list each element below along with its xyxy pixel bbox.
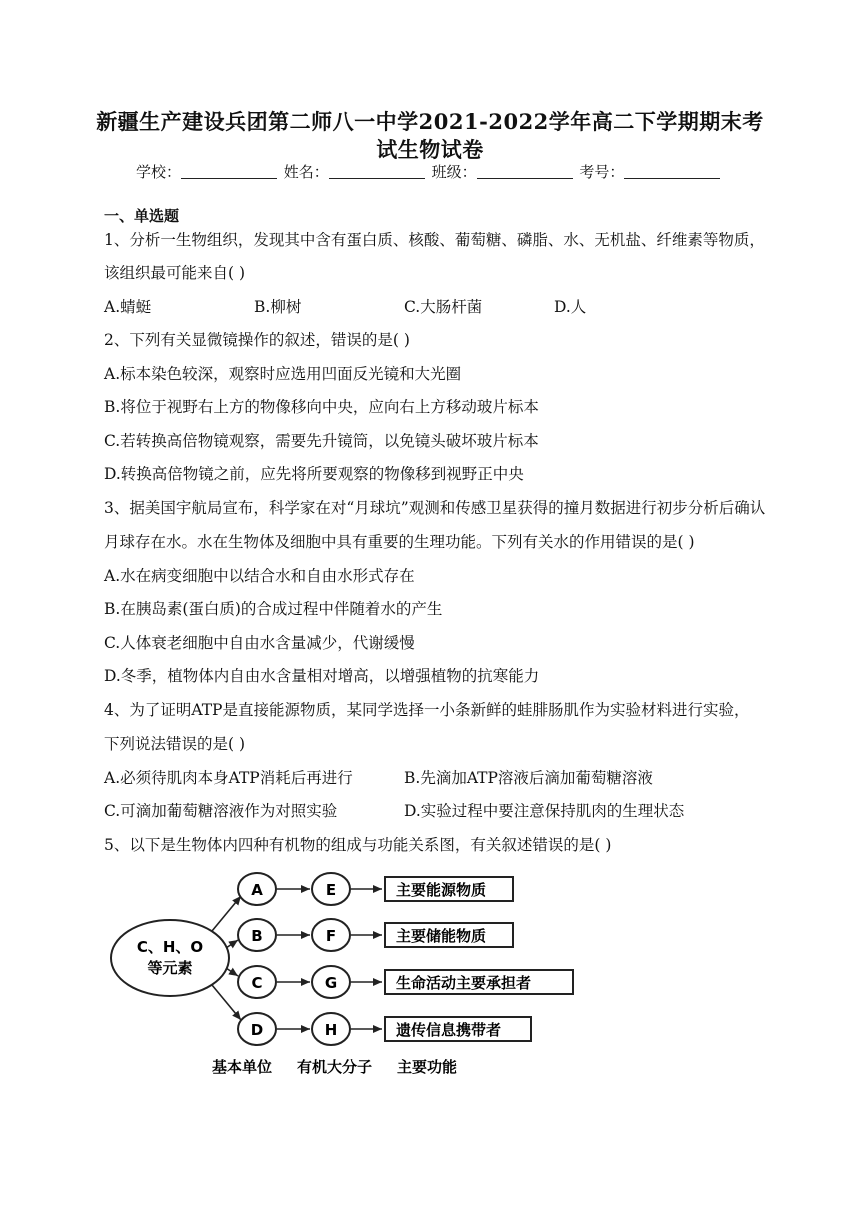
section-title: 一、单选题 bbox=[104, 207, 180, 225]
q2-option-c[interactable]: C.若转换高倍物镜观察，需要先升镜筒，以免镜头破坏玻片标本 bbox=[104, 432, 539, 450]
school-label: 学校： bbox=[136, 163, 182, 181]
footer-function-label: 主要功能 bbox=[397, 1058, 458, 1076]
q4-stem-line1: 4、为了证明ATP是直接能源物质，某同学选择一小条新鲜的蛙腓肠肌作为实验材料进行实验， bbox=[104, 701, 750, 719]
unit-b-label: B bbox=[251, 927, 263, 945]
q1-option-a[interactable]: A.蜻蜓 bbox=[104, 298, 152, 316]
q1-option-b[interactable]: B.柳树 bbox=[254, 298, 302, 316]
q4-option-d[interactable]: D.实验过程中要注意保持肌肉的生理状态 bbox=[404, 802, 685, 820]
q4-option-a[interactable]: A.必须待肌肉本身ATP消耗后再进行 bbox=[104, 769, 353, 787]
elements-label-line2: 等元素 bbox=[147, 959, 193, 977]
arrow-to-d bbox=[212, 985, 241, 1020]
q1-stem-line2: 该组织最可能来自( ) bbox=[104, 264, 246, 282]
q2-option-d[interactable]: D.转换高倍物镜之前，应先将所要观察的物像移到视野正中央 bbox=[104, 465, 524, 483]
q5-stem: 5、以下是生物体内四种有机物的组成与功能关系图，有关叙述错误的是( ) bbox=[104, 836, 612, 854]
macro-e-label: E bbox=[325, 881, 337, 899]
unit-c-label: C bbox=[251, 974, 263, 992]
q1-option-d[interactable]: D.人 bbox=[554, 298, 587, 316]
q3-option-c[interactable]: C.人体衰老细胞中自由水含量减少，代谢缓慢 bbox=[104, 634, 415, 652]
exam-no-label: 考号： bbox=[579, 163, 625, 181]
q3-stem-line1: 3、据美国宇航局宣布，科学家在对“月球坑”观测和传感卫星获得的撞月数据进行初步分析后确认 bbox=[104, 499, 766, 517]
q3-stem-line2: 月球存在水。水在生物体及细胞中具有重要的生理功能。下列有关水的作用错误的是( ) bbox=[104, 533, 695, 551]
q4-option-c[interactable]: C.可滴加葡萄糖溶液作为对照实验 bbox=[104, 802, 338, 820]
page-title-line1: 新疆生产建设兵团第二师八一中学2021-2022学年高二下学期期末考 bbox=[96, 109, 764, 134]
q3-option-b[interactable]: B.在胰岛素(蛋白质)的合成过程中伴随着水的产生 bbox=[104, 600, 443, 618]
arrow-to-b bbox=[226, 940, 238, 948]
function-label-2: 主要储能物质 bbox=[396, 927, 487, 945]
elements-ellipse bbox=[111, 920, 229, 996]
macro-g-label: G bbox=[324, 974, 338, 992]
q4-option-b[interactable]: B.先滴加ATP溶液后滴加葡萄糖溶液 bbox=[404, 769, 653, 787]
q1-option-c[interactable]: C.大肠杆菌 bbox=[404, 298, 483, 316]
arrow-to-a bbox=[212, 896, 241, 931]
class-label: 班级： bbox=[431, 163, 477, 181]
macro-f-label: F bbox=[325, 927, 337, 945]
q4-stem-line2: 下列说法错误的是( ) bbox=[104, 735, 246, 753]
q1-stem-line1: 1、分析一生物组织，发现其中含有蛋白质、核酸、葡萄糖、磷脂、水、无机盐、纤维素等物质， bbox=[104, 231, 765, 249]
name-label: 姓名： bbox=[283, 163, 329, 181]
unit-d-label: D bbox=[250, 1021, 264, 1039]
function-label-1: 主要能源物质 bbox=[396, 881, 487, 899]
function-label-4: 遗传信息携带者 bbox=[396, 1021, 502, 1039]
function-label-3: 生命活动主要承担者 bbox=[396, 974, 532, 992]
elements-label-line1: C、H、O bbox=[136, 938, 204, 956]
q3-option-d[interactable]: D.冬季，植物体内自由水含量相对增高，以增强植物的抗寒能力 bbox=[104, 667, 540, 685]
page-title-line2: 试生物试卷 bbox=[376, 137, 484, 162]
footer-units-label: 基本单位 bbox=[212, 1058, 273, 1076]
q2-stem: 2、下列有关显微镜操作的叙述，错误的是( ) bbox=[104, 331, 410, 349]
footer-macro-label: 有机大分子 bbox=[297, 1058, 373, 1076]
q2-option-a[interactable]: A.标本染色较深，观察时应选用凹面反光镜和大光圈 bbox=[104, 365, 462, 383]
arrow-to-c bbox=[226, 968, 238, 976]
unit-a-label: A bbox=[251, 881, 263, 899]
macro-h-label: H bbox=[324, 1021, 338, 1039]
q2-option-b[interactable]: B.将位于视野右上方的物像移向中央，应向右上方移动玻片标本 bbox=[104, 398, 539, 416]
q3-option-a[interactable]: A.水在病变细胞中以结合水和自由水形式存在 bbox=[104, 567, 415, 585]
